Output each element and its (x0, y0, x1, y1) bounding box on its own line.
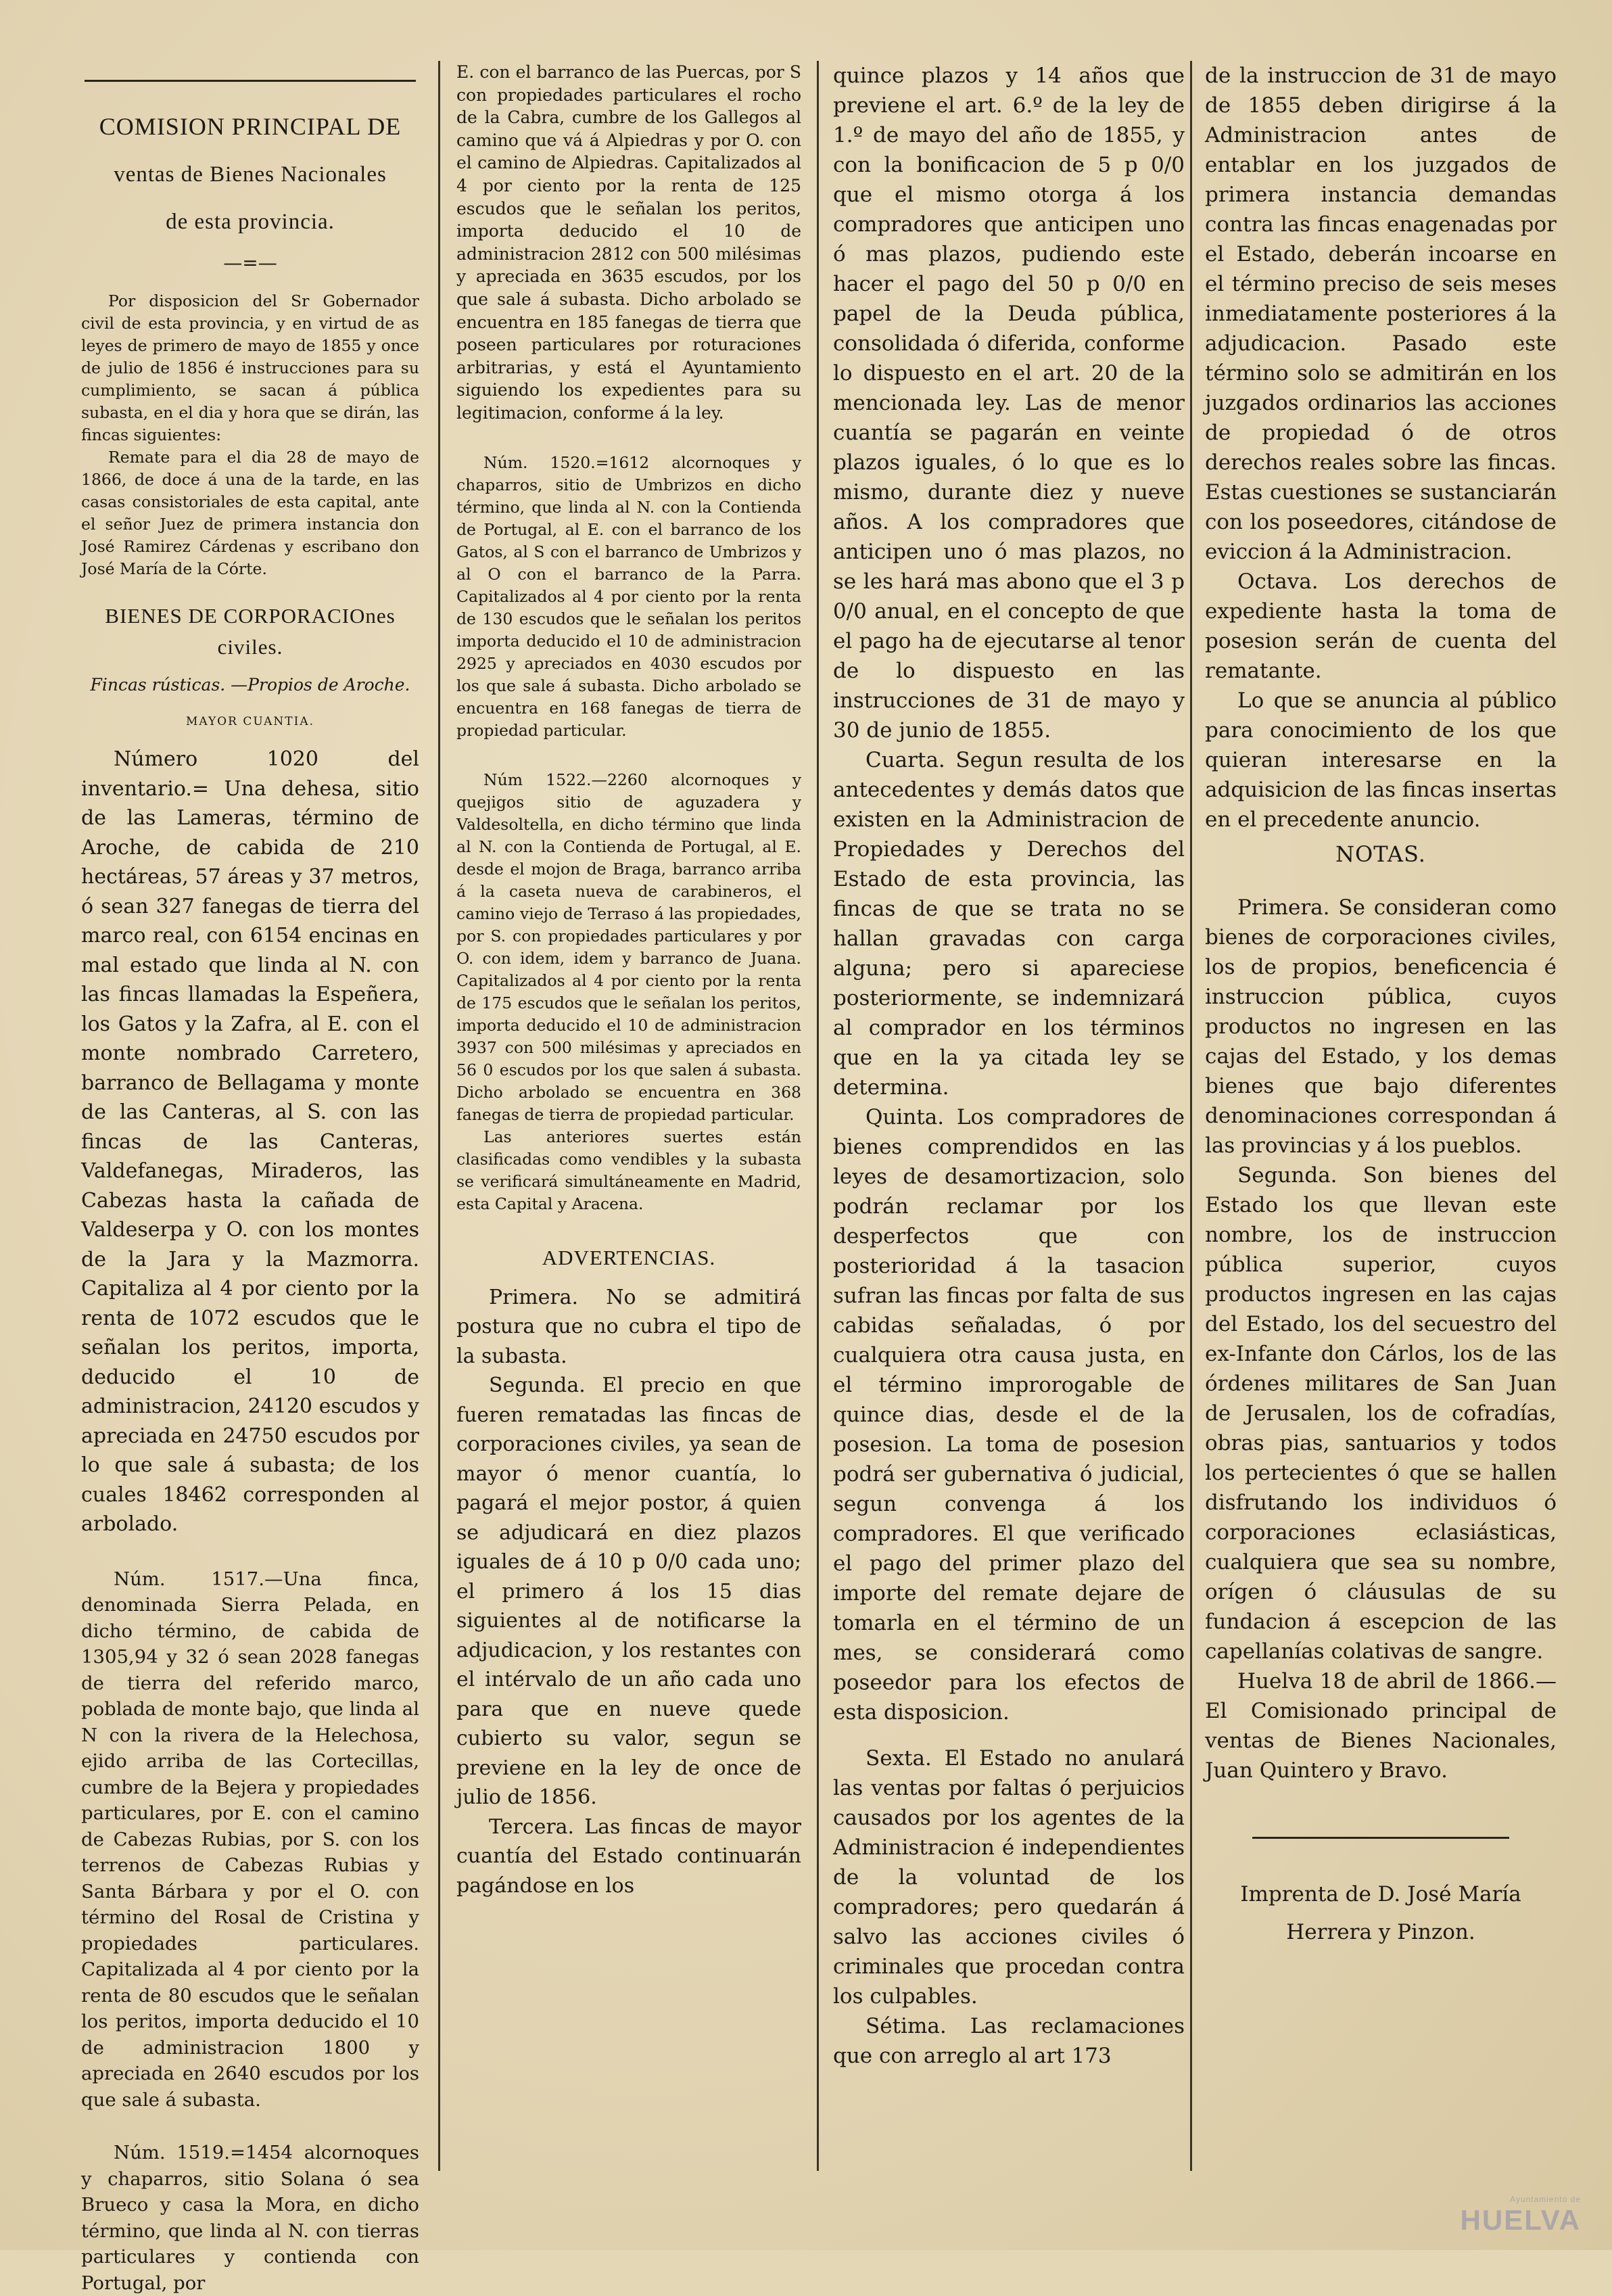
signature-paragraph: Huelva 18 de abril de 1866.—El Comisionado principal de ventas de Bienes Nacionales, Juan Quintero y Bravo. (1205, 1669, 1557, 1783)
column-rule (1190, 61, 1192, 2171)
advertencia-octava: Octava. Los derechos de expediente hasta la toma de posesion serán de cuenta del rematante. (1205, 569, 1557, 683)
commission-title: COMISION PRINCIPAL DE (99, 113, 402, 140)
column-3 (833, 61, 1185, 2071)
advertencia-tercera: Tercera. Las fincas de mayor cuantía del Estado continuarán pagándose en los (456, 1814, 801, 1898)
column-1 (81, 61, 419, 2296)
commission-subtitle: ventas de Bienes Nacionales (114, 162, 387, 187)
lot-1519-continued: E. con el barranco de las Puercas, por S con propiedades particulares el rocho de la Cabra, cumbre de los Gallegos al camino que vá á Alpiedras y por O. con el camino de Alpiedras. Capitalizados al 4 por ciento por la renta de 125 escudos que le señalan los peritos, importa deducido el 10 de administracion 2812 con 500 milésimas y apreciada en 3635 escudos, por los que sale á subasta. Dicho arbolado se encuentra en 185 fanegas de tierra que poseen particulares por roturaciones arbitrarias, y está el Ayuntamiento siguiendo los expedientes para su legitimacion, conforme á la ley. (456, 62, 801, 423)
nota-segunda: Segunda. Son bienes del Estado los que llevan este nombre, los de instruccion pública superior, cuyos productos ingresen en las cajas del Estado, los del secuestro del ex-Infante don Cárlos, los de las órdenes militares de San Juan de Jerusalen, los de cofradías, obras pias, santuarios y todos los pertecientes ó que se hallen disfrutando los individuos ó corporaciones eclasiásticas, cualquiera que sea su nombre, orígen ó cláusulas de su fundacion á escepcion de las capellanías colativas de sangre. (1205, 1163, 1557, 1664)
nota-primera: Primera. Se consideran como bienes de corporaciones civiles, los de propios, beneficencia é instruccion pública, cuyos productos no ingresen en las cajas del Estado, y los demas bienes que bajo diferentes denominaciones correspondan á las provincias y á los pueblos. (1205, 895, 1557, 1158)
advertencia-sexta: Sexta. El Estado no anulará las ventas por faltas ó perjuicios causados por los agentes de la Administracion é independientes de la voluntad de los compradores; pero quedarán á salvo las acciones civiles ó criminales que procedan contra los culpables. (833, 1746, 1185, 2009)
advertencia-setima: Sétima. Las reclamaciones que con arreglo al art 173 (833, 2014, 1185, 2068)
column-2 (456, 61, 801, 1900)
intro-paragraph: Por disposicion del Sr Gobernador civil de esta provincia, y en virtud de as leyes de primero de mayo de 1855 y once de julio de 1856 é instrucciones para su cumplimiento, se sacan á pública subasta, en el dia y hora que se dirán, las fincas siguientes: (81, 291, 419, 444)
commission-province: de esta provincia. (166, 210, 335, 234)
printer-line-1: Imprenta de D. José María (1240, 1882, 1521, 1906)
printer-line-2: Herrera y Pinzon. (1286, 1920, 1475, 1944)
closing-rule (1252, 1837, 1509, 1839)
ornament-divider: —=— (223, 252, 277, 274)
lot-1520: Núm. 1520.=1612 alcornoques y chaparros, sitio de Umbrizos en dicho término, que linda al N. con la Contienda de Portugal, al E. con el barranco de los Gatos, al S con el barranco de Umbrizos y al O con el barranco de la Parra. Capitalizados al 4 por ciento por la renta de 130 escudos que le señalan los peritos importa deducido el 10 de administracion 2925 y apreciados en 4030 escudos por los que sale á subasta. Dicho arbolado se encuentra en 168 fanegas de tierra de propiedad particular. (456, 452, 801, 740)
lot-1517: Núm. 1517.—Una finca, denominada Sierra Pelada, en dicho término, de cabida de 1305,94 y 32 ó sean 2028 fanegas de tierra del referido marco, poblada de monte bajo, que linda al N con la rivera de la Helechosa, ejido arriba de las Cortecillas, cumbre de la Bejera y propiedades particulares, por E. con el camino de Cabezas Rubias, por S. con los terrenos de Cabezas Rubias y Santa Bárbara y por el O. con término del Rosal de Cristina y propiedades particulares. Capitalizada al 4 por ciento por la renta de 80 escudos que le señalan los peritos, importa deducido el 10 de administracion 1800 y apreciada en 2640 escudos por los que sale á subasta. (81, 1568, 419, 2111)
archive-watermark (1337, 2195, 1581, 2235)
advertencia-segunda: Segunda. El precio en que fueren rematadas las fincas de corporaciones civiles, ya sean de mayor ó menor cuantía, lo pagará el mejor postor, á quien se adjudicará en diez plazos iguales de á 10 p 0/0 cada uno; el primero á los 15 dias siguientes al de notificarse la adjudicacion, y los restantes con el intérvalo de un año cada uno para que en nueve quede cubierto su valor, segun se previene en la ley de once de julio de 1856. (456, 1374, 801, 1809)
column-rule (817, 61, 819, 2171)
advertencia-tercera-continued: quince plazos y 14 años que previene el art. 6.º de la ley de 1.º de mayo del año de 1855, y con la bonificacion de 5 p 0/0 que el mismo otorga á los compradores que anticipen uno ó mas plazos, pudiendo este hacer el pago del 50 p 0/0 en papel de la Deuda pública, consolidada ó diferida, conforme lo dispuesto en el art. 20 de la mencionada ley. Las de menor cuantía se pagarán en veinte plazos iguales, ó lo que es lo mismo, durante diez y nueve años. A los compradores que anticipen uno ó mas plazos, no se les hará mas abono que el 3 p 0/0 anual, en el concepto de que el pago ha de ejecutarse al tenor de lo dispuesto en las instrucciones de 31 de mayo y 30 de junio de 1855. (833, 64, 1185, 743)
watermark-caption: Ayuntamiento de (1510, 2195, 1581, 2204)
mayor-cuantia-label: MAYOR CUANTIA. (185, 715, 315, 728)
advertencias-heading: ADVERTENCIAS. (542, 1245, 716, 1269)
advertencia-quinta: Quinta. Los compradores de bienes comprendidos en las leyes de desamortizacion, solo podrán reclamar por los desperfectos que con posterioridad á la tasacion sufran las fincas por falta de sus cabidas señaladas, ó por cualquiera otra causa justa, en el término improrogable de quince dias, desde el de la posesion. La toma de posesion podrá ser gubernativa ó judicial, segun convenga á los compradores. El que verificado el pago del primer plazo del importe del remate dejare de tomarla en el término de un mes, se considerará como poseedor para los efectos de esta disposicion. (833, 1105, 1185, 1725)
column-rule (438, 61, 440, 2171)
advertencia-setima-continued: de la instruccion de 31 de mayo de 1855 deben dirigirse á la Administracion antes de entablar en los juzgados de primera instancia demandas contra las fincas enagenadas por el Estado, deberán incoarse en el término preciso de seis meses inmediatamente posteriores á la adjudicacion. Pasado este término solo se admitirán en los juzgados ordinarios las acciones de propiedad ó de otros derechos reales sobre las fincas. Estas cuestiones se sustanciarán con los poseedores, citándose de eviccion á la Administracion. (1205, 64, 1557, 564)
column-4 (1205, 61, 1557, 1951)
advertencia-cuarta: Cuarta. Segun resulta de los antecedentes y demás datos que existen en la Administracion de Propiedades y Derechos del Estado de esta provincia, las fincas de que se trata no se hallan gravadas con carga alguna; pero si apareciese posteriormente, se indemnizará al comprador en los términos que en la ya citada ley se determina. (833, 748, 1185, 1100)
lot-1519: Núm. 1519.=1454 alcornoques y chaparros, sitio Solana ó sea Brueco y casa la Mora, en dicho término, que linda al N. con tierras particulares y contienda con Portugal, por (81, 2142, 419, 2294)
auction-date-paragraph: Remate para el dia 28 de mayo de 1866, de doce á una de la tarde, en las casas consistoriales de esta capital, ante el señor Juez de primera instancia don José Ramirez Cárdenas y escribano don José María de la Córte. (81, 448, 419, 578)
lot-1522: Núm 1522.—2260 alcornoques y quejigos sitio de aguzadera y Valdesoltella, en dicho término que linda al N. con la Contienda de Portugal, al E. desde el mojon de Braga, barranco arriba á la caseta nueva de carabineros, el camino viejo de Terraso á las propiedades, por S. con propiedades particulares y por O. con idem, idem y barranco de Juana. Capitalizados al 4 por ciento por la renta de 175 escudos que le señalan los peritos, importa deducido el 10 de administracion 3937 con 500 milésimas y apreciados en 56 0 escudos por los que salen á subasta. Dicho arbolado se encuentra en 368 fanegas de tierra de propiedad particular. (456, 770, 801, 1124)
fincas-rusticas-line: Fincas rústicas. —Propios de Aroche. (90, 675, 410, 695)
simultaneous-auction-note: Las anteriores suertes están clasificadas como vendibles y la subasta se verificará simultáneamente en Madrid, esta Capital y Aracena. (456, 1127, 801, 1213)
lot-1020: Número 1020 del inventario.= Una dehesa, sitio de las Lameras, término de Aroche, de cabida de 210 hectáreas, 57 áreas y 37 metros, ó sean 327 fanegas de tierra del marco real, con 6154 encinas en mal estado que linda al N. con las fincas llamadas la Espeñera, los Gatos y la Zafra, al E. con el monte nombrado Carretero, barranco de Bellagama y monte de las Canteras, al S. con las fincas de las Canteras, Valdefanegas, Miraderos, las Cabezas hasta la cañada de Valdeserpa y O. con los montes de la Jara y la Mazmorra. Capitaliza al 4 por ciento por la renta de 1072 escudos que le señalan los peritos, importa, deducido el 10 de administracion, 24120 escudos y apreciada en 24750 escudos por lo que sale á subasta; de los cuales 18462 corresponden al arbolado. (81, 747, 419, 1536)
advertencia-primera: Primera. No se admitirá postura que no cubra el tipo de la subasta. (456, 1285, 801, 1368)
watermark-logo-text: HUELVA (1460, 2204, 1581, 2236)
notas-heading: NOTAS. (1335, 841, 1426, 867)
bienes-heading: BIENES DE CORPORACIOnes civiles. (105, 604, 396, 659)
public-notice: Lo que se anuncia al público para conocimiento de los que quieran interesarse en la adquisicion de las fincas insertas en el precedente anuncio. (1205, 688, 1557, 832)
